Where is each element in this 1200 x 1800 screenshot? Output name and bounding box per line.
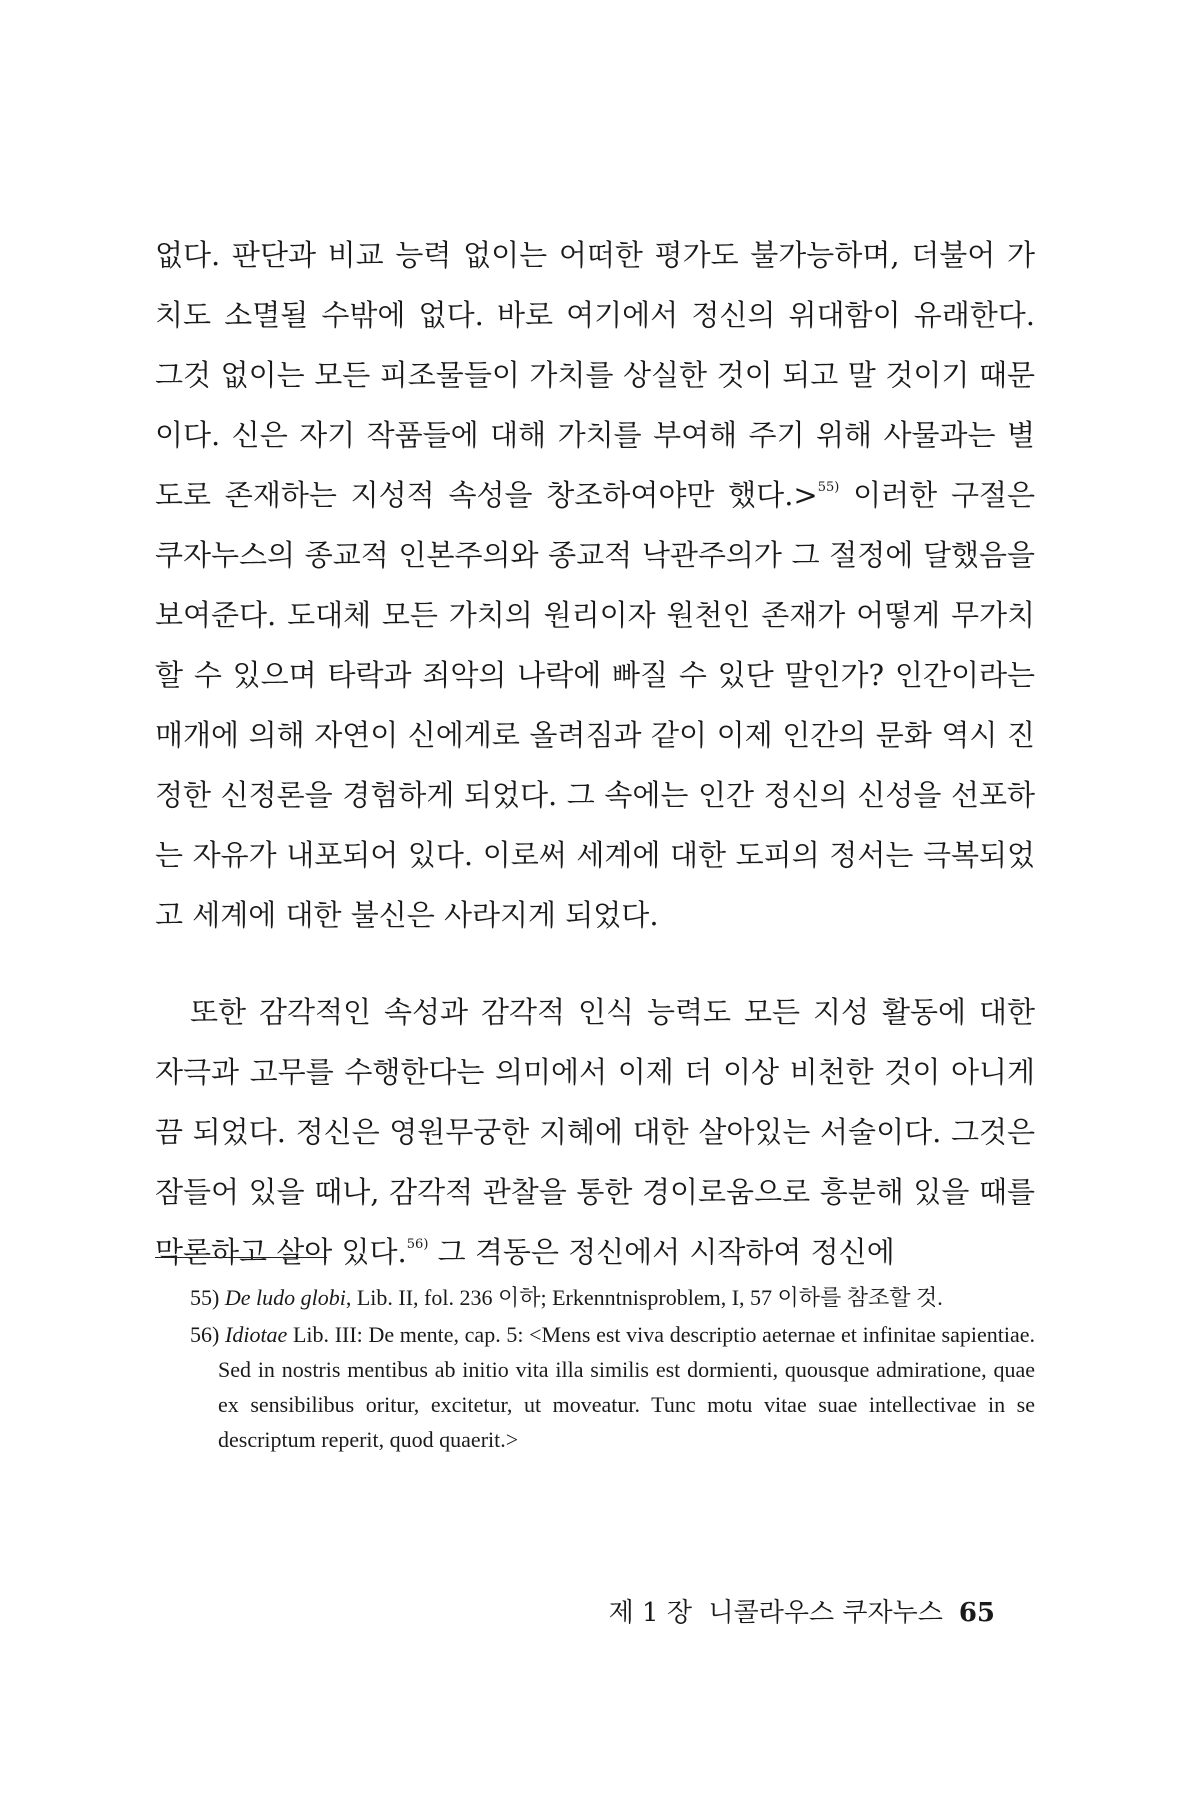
- footnote-55: [190, 1280, 1035, 1315]
- footnote-number: 56): [190, 1322, 220, 1347]
- footer-chapter: 제 1 장: [608, 1598, 692, 1628]
- paragraph-1-text-b: 이러한 구절은 쿠자누스의 종교적 인본주의와 종교적 낙관주의가 그 절정에 달했음을 보여준다. 도대체 모든 가치의 원리이자 원천인 존재가 어떻게 무가치할 수 있으며 타락과 죄악의 나락에 빠질 수 있단 말인가? 인간이라는 매개에 의해 자연이 신에게로 올려짐과 같이 이제 인간의 문화 역시 진정한 신정론을 경험하게 되었다. 그 속에는 인간 정신의 신성을 선포하는 자유가 내포되어 있다. 이로써 세계에 대한 도피의 정서는 극복되었고 세계에 대한 불신은 사라지게 되었다.: [155, 478, 1035, 932]
- paragraph-2-text-b: 그 격동은 정신에서 시작하여 정신에: [428, 1235, 895, 1269]
- body-paragraph-2: [155, 982, 1035, 1282]
- page-number: 65: [958, 1598, 995, 1628]
- footnote-text: , Lib. II, fol. 236 이하; Erkenntnisproblem, I, 57 이하를 참조할 것.: [345, 1285, 943, 1310]
- footnote-number: 55): [190, 1285, 220, 1310]
- footnote-divider: [155, 1257, 327, 1258]
- paragraph-1-text-a: 없다. 판단과 비교 능력 없이는 어떠한 평가도 불가능하며, 더불어 가치도 소멸될 수밖에 없다. 바로 여기에서 정신의 위대함이 유래한다. 그것 없이는 모든 피조물들이 가치를 상실한 것이 되고 말 것이기 때문이다. 신은 자기 작품들에 대해 가치를 부여해 주기 위해 사물과는 별도로 존재하는 지성적 속성을 창조하여야만 했다.>: [155, 238, 1035, 512]
- footnote-text: Lib. III: De mente, cap. 5: <Mens est viva descriptio aeternae et infinitae sapientiae. Sed in nostris mentibus ab initio vita illa similis est dormienti, quousque admiratione, quae ex sensibilibus oritur, excitetur, ut moveatur. Tunc motu vitae suae intellectivae in se descriptum reperit, quod quaerit.>: [218, 1322, 1035, 1452]
- footnote-56: [190, 1317, 1035, 1457]
- footnote-ref-55[interactable]: 55): [817, 480, 840, 495]
- running-footer: [609, 1595, 995, 1631]
- paragraph-2-text-a: 또한 감각적인 속성과 감각적 인식 능력도 모든 지성 활동에 대한 자극과 고무를 수행한다는 의미에서 이제 더 이상 비천한 것이 아니게끔 되었다. 정신은 영원무궁한 지혜에 대한 살아있는 서술이다. 그것은 잠들어 있을 때나, 감각적 관찰을 통한 경이로움으로 흥분해 있을 때를 막론하고 살아 있다.: [155, 995, 1035, 1269]
- body-paragraph-1: [155, 225, 1035, 945]
- footnotes: [190, 1280, 1035, 1459]
- footnote-ref-56[interactable]: 56): [406, 1237, 429, 1252]
- footnote-title: De ludo globi: [224, 1285, 346, 1310]
- footer-chapter-title: 니콜라우스 쿠자누스: [708, 1598, 943, 1628]
- footnote-title: Idiotae: [225, 1322, 288, 1347]
